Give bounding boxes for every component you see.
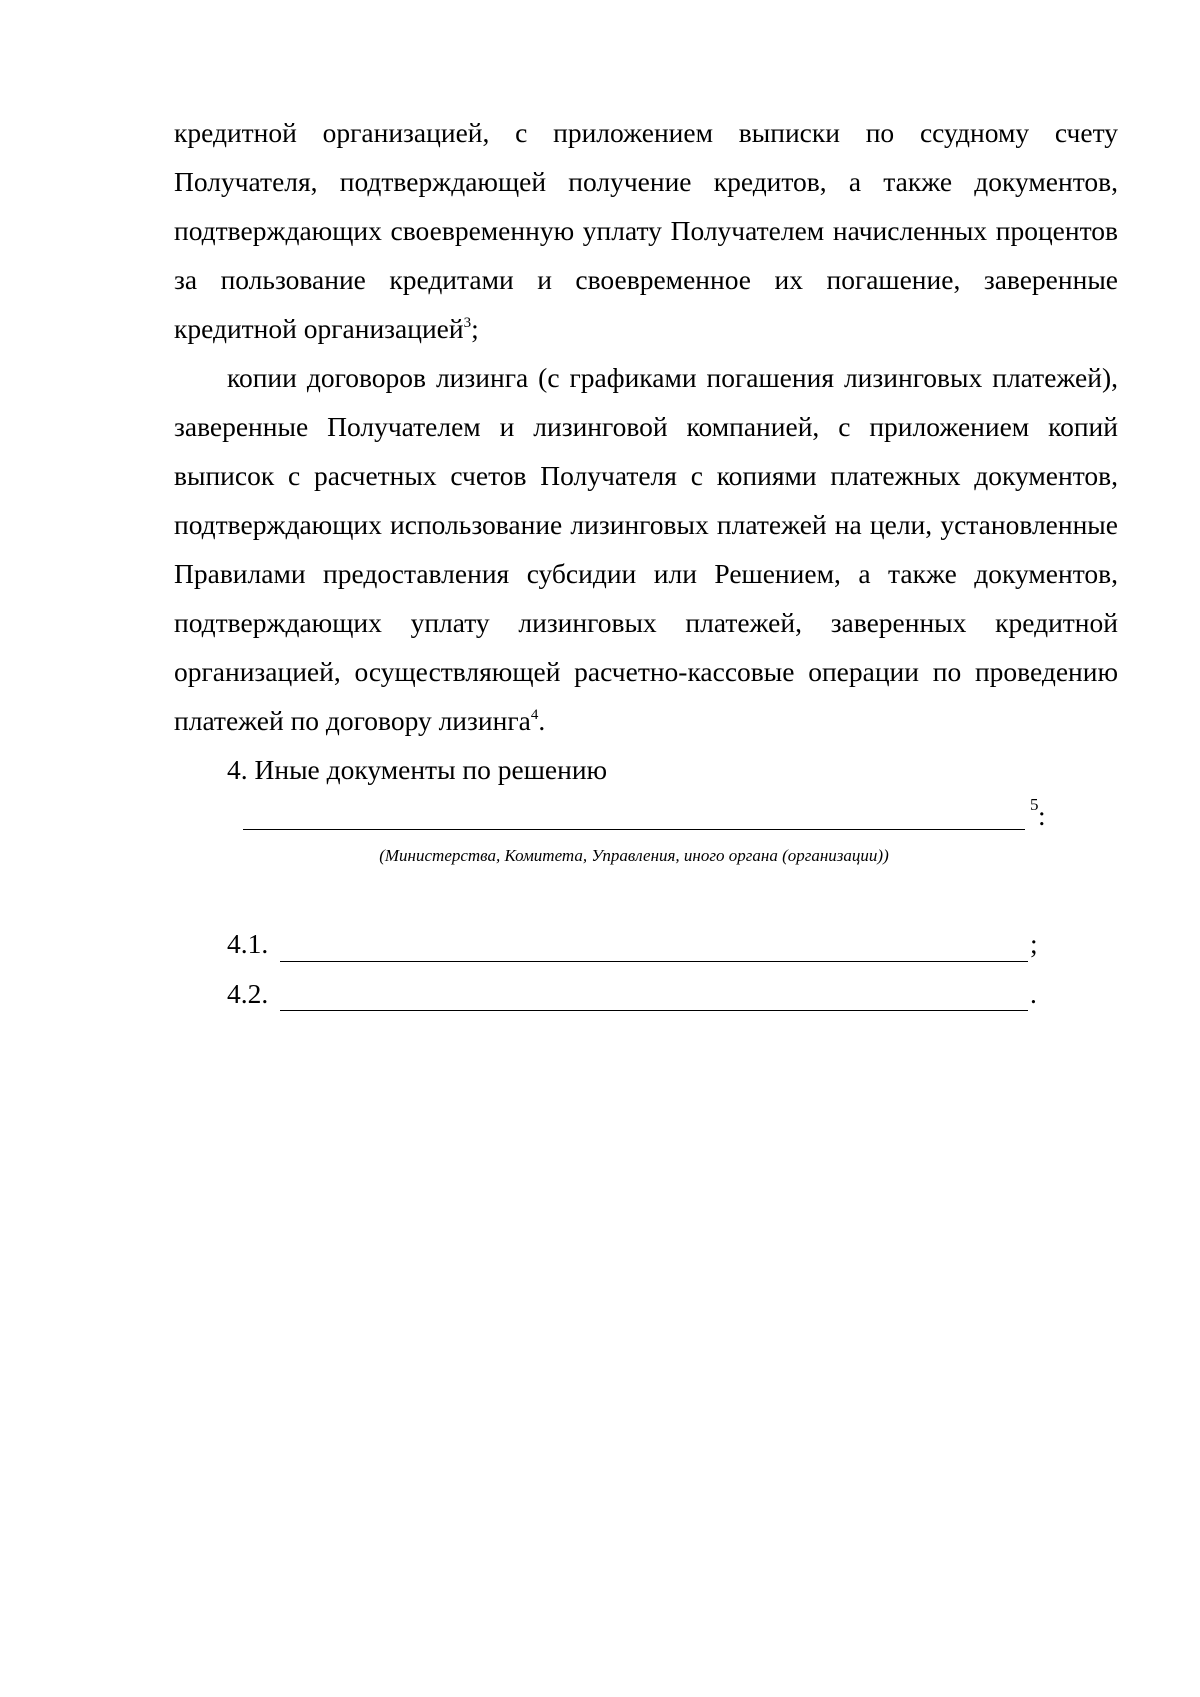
paragraph-credit-documents-end: ; <box>471 313 479 344</box>
footnote-ref-4[interactable]: 4 <box>530 707 539 723</box>
item-4-1-end: ; <box>1030 928 1038 959</box>
org-field-caption: (Министерства, Комитета, Управления, иного органа (организации)) <box>379 846 889 865</box>
item-4-2-end: . <box>1030 978 1037 1009</box>
paragraph-leasing-documents-end: . <box>538 705 546 736</box>
paragraph-credit-documents-text: кредитной организацией, с приложением выписки по ссудному счету Получателя, подтверждающей получение кредитов, а также документов, подтверждающих своевременную уплату Получателем начисленных процентов за пользование кредитами и своевременное их погашение, заверенные кредитной организацией <box>174 117 1118 344</box>
paragraph-credit-documents <box>174 108 1118 353</box>
org-field-end: : <box>1038 800 1046 831</box>
paragraph-other-documents: 4. Иные документы по решению <box>227 754 608 785</box>
paragraph-leasing-documents <box>174 353 1118 745</box>
paragraph-leasing-documents-text: копии договоров лизинга (с графиками погашения лизинговых платежей), заверенные Получателем и лизинговой компанией, с приложением копий выписок с расчетных счетов Получателя с копиями платежных документов, подтверждающих использование лизинговых платежей на цели, установленные Правилами предоставления субсидии или Решением, а также документов, подтверждающих уплату лизинговых платежей, заверенных кредитной организацией, осуществляющей расчетно-кассовые операции по проведению платежей по договору лизинга <box>174 362 1118 736</box>
item-4-1-number: 4.1. <box>227 928 269 959</box>
item-4-2-blank-line[interactable] <box>280 1010 1028 1011</box>
item-4-2-number: 4.2. <box>227 978 269 1009</box>
item-4-1-blank-line[interactable] <box>280 961 1028 962</box>
org-name-blank-line[interactable] <box>243 829 1025 830</box>
footnote-ref-5[interactable]: 5 <box>1030 795 1039 814</box>
footnote-ref-3[interactable]: 3 <box>463 315 472 331</box>
